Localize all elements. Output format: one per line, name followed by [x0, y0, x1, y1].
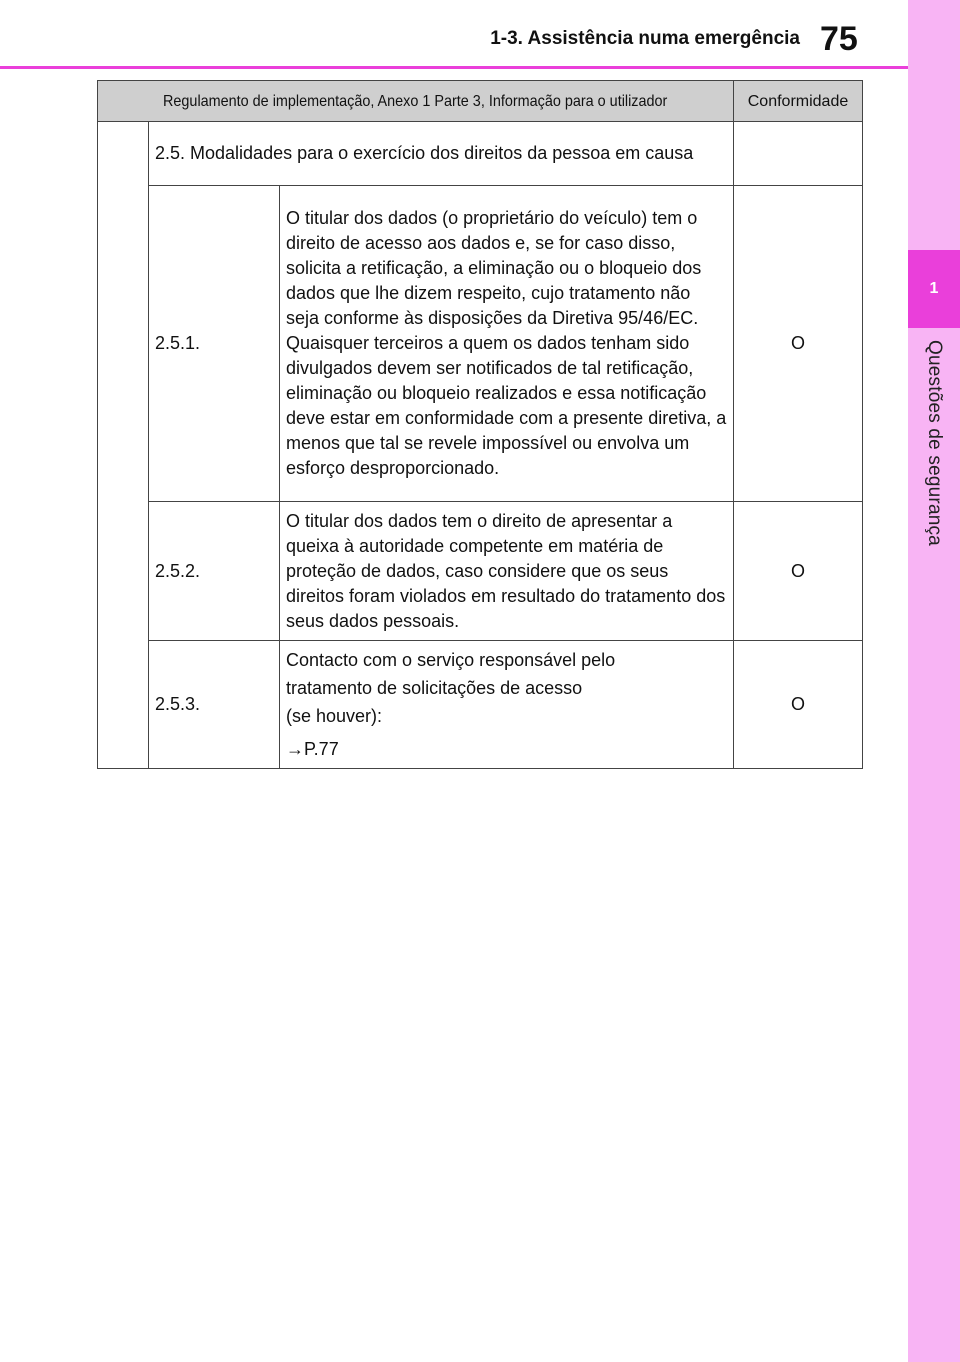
- section-heading-cell: 2.5. Modalidades para o exercício dos direitos da pessoa em causa: [149, 122, 734, 186]
- row-text: O titular dos dados tem o direito de apresentar a queixa à autoridade competente em matéria de proteção de dados, caso considere que os seus direitos foram violados em resultado do tratamento dos seus dados pessoais.: [280, 502, 734, 641]
- header-rule: [0, 66, 908, 69]
- side-strip: [908, 0, 960, 1362]
- page-number: 75: [820, 20, 858, 58]
- row-text-line: tratamento de solicitações de acesso: [286, 677, 583, 698]
- column-header-regulation: Regulamento de implementação, Anexo 1 Parte 3, Informação para o utilizador: [98, 81, 734, 122]
- chapter-title: Questões de segurança: [924, 340, 945, 546]
- column-header-conformity: Conformidade: [734, 81, 863, 122]
- row-text-line: Contacto com o serviço responsável pelo: [286, 649, 616, 670]
- row-number: 2.5.2.: [149, 502, 280, 641]
- table-row: [98, 641, 863, 769]
- row-text: O titular dos dados (o proprietário do veículo) tem o direito de acesso aos dados e, se for caso disso, solicita a retificação, a eliminação ou o bloqueio dos dados que lhe dizem respeito, cujo tratamento não seja conforme às disposições da Diretiva 95/46/EC. Quaisquer terceiros a quem os dados tenham sido divulgados devem ser notificados de tal retificação, eliminação ou bloqueio realizados e essa notificação deve estar em conformidade com a presente diretiva, a menos que tal se revele impossível ou envolva um esforço desproporcionado.: [280, 186, 734, 502]
- row-text-cell: [280, 641, 734, 769]
- row-conformity: O: [734, 502, 863, 641]
- chapter-title-container: [908, 340, 960, 580]
- chapter-number: 1: [929, 280, 939, 297]
- row-conformity: O: [734, 641, 863, 769]
- row-text-line: (se houver):: [286, 705, 383, 726]
- blank-cell: [98, 122, 149, 769]
- section-title: 1-3. Assistência numa emergência: [490, 28, 800, 49]
- row-number: 2.5.1.: [149, 186, 280, 502]
- table-row: [98, 186, 863, 502]
- compliance-table: [97, 80, 863, 769]
- table-row-section-heading: [98, 122, 863, 186]
- table-header-row: [98, 81, 863, 122]
- section-heading-conformity-cell: [734, 122, 863, 186]
- table-row: [98, 502, 863, 641]
- chapter-tab: [908, 250, 960, 328]
- row-conformity: O: [734, 186, 863, 502]
- row-number: 2.5.3.: [149, 641, 280, 769]
- page-reference-link[interactable]: →P.77: [286, 738, 339, 759]
